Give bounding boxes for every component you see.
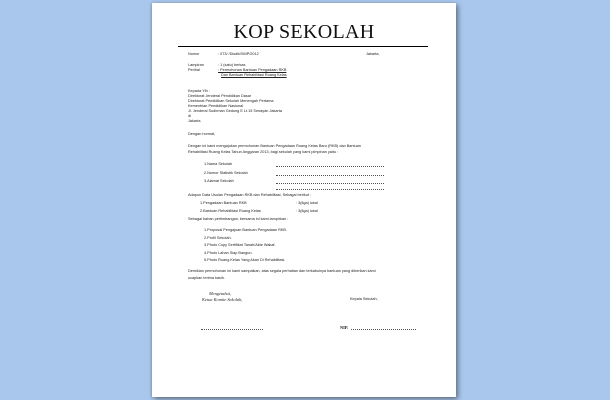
lampiran-value: : 1 (satu) berkas — [218, 63, 246, 67]
usulan-value: : 3(tiga) lokal — [296, 209, 318, 213]
attachment-item: 4.Photo Lahan Siap Bangun. — [204, 251, 253, 255]
signature-right-title: Kepala Sekolah, — [350, 297, 378, 301]
recipient-line: Jl. Jenderal Sudirman Gedung E Lt.15 Senayan Jakarta — [188, 109, 282, 113]
recipient-line: Kementrian Pendidikan Nasional — [188, 104, 244, 108]
school-field-label: 2.Nomor Statistik Sekolah — [204, 171, 248, 175]
usulan-label: 1.Pengadaan Bantuan RKB — [200, 201, 247, 205]
salutation: Dengan hormat, — [188, 132, 216, 136]
perihal-line-2: Dan Bantuan Rehabilitasi Ruang Kelas — [221, 73, 287, 77]
perihal-label: Perihal — [188, 68, 200, 72]
paragraph-1-line-1: Dengan ini kami mengajukan permohonan Bantuan Pengadaan Ruang Kelas Baru (RKB) dan Bantuan — [188, 144, 361, 148]
recipient-line: Direktorat Pendidikan Sekolah Menengah Pertama — [188, 99, 274, 103]
nomor-value: : 073/ /Disdik/SMP/2012 — [218, 52, 259, 56]
attachment-item: 2.Profil Sekolah. — [204, 236, 232, 240]
attachment-item: 3.Photo Copy Sertifikat Tanah/Akte Wakaf. — [204, 243, 276, 247]
recipient-line: di — [188, 114, 191, 118]
perihal-line-1: : Permohonan Bantuan Pengadaan RKB — [218, 68, 287, 72]
signature-left-line-2: Ketua Komite Sekolah, — [202, 297, 243, 302]
paragraph-3: Sebagai bahan pertimbangan, bersama ini kami lampirkan : — [188, 217, 289, 221]
fill-line — [276, 166, 384, 167]
document-page — [152, 3, 456, 397]
usulan-label: 2.Bantuan Rehabilitasi Ruang Kelas — [200, 209, 261, 213]
place-date: Jakarta, — [366, 52, 380, 56]
closing-line-1: Demikian permohonan ini kami sampaikan, atas segala perhatian dan terkabulnya bantuan yang diberikan kami — [188, 269, 376, 273]
paragraph-1-line-2: Rehabilitasi Ruang Kelas Tahun Anggaran 2013, bagi sekolah yang kami pimpinan yaitu : — [188, 150, 339, 154]
fill-line — [276, 189, 384, 190]
school-field-label: 3.Alamat Sekolah — [204, 179, 234, 183]
nip-label: NIP. — [340, 325, 349, 330]
school-field-label: 1.Nama Sekolah — [204, 162, 233, 166]
fill-line — [276, 175, 384, 176]
paragraph-2: Adapun Data Usulan Pengadaan RKB dan Rehabilitasi, Sebagai berikut : — [188, 193, 312, 197]
signature-left-line-1: Mengetahui, — [209, 291, 232, 296]
letterhead-rule — [178, 46, 428, 47]
signature-line-left — [201, 329, 263, 330]
recipient-line: Kepada Yth : — [188, 89, 210, 93]
signature-line-right — [351, 329, 416, 330]
letterhead-title: KOP SEKOLAH — [233, 21, 375, 43]
fill-line — [276, 183, 384, 184]
closing-line-2: ucapkan terima kasih. — [188, 276, 225, 280]
recipient-line: Direktorat Jenderal Pendidikan Dasar — [188, 94, 252, 98]
attachment-item: 1.Proposal Pengajuan Bantuan Pengadaan RKB. — [204, 228, 287, 232]
recipient-line: Jakarta — [188, 119, 201, 123]
nomor-label: Nomor — [188, 52, 200, 56]
usulan-value: : 3(tiga) lokal — [296, 201, 318, 205]
attachment-item: 5.Photo Ruang Kelas Yang Akan Di Rehabilitasi. — [204, 258, 286, 262]
lampiran-label: Lampiran — [188, 63, 204, 67]
